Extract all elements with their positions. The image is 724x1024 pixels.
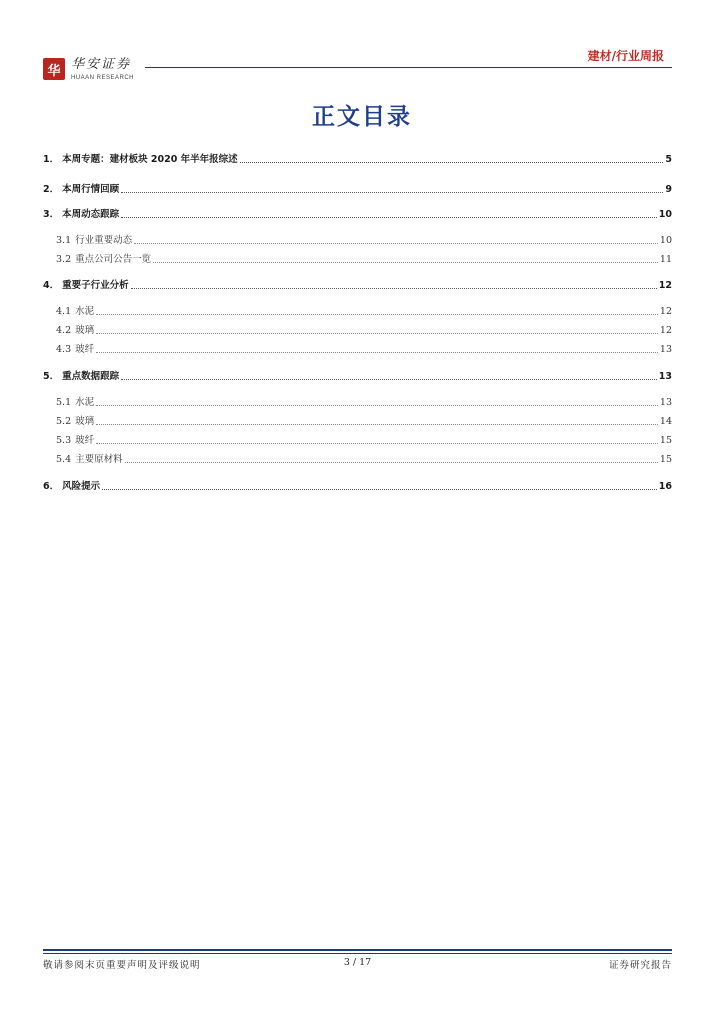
toc-entry-page: 15 (659, 435, 672, 446)
toc-dot-leader (240, 162, 664, 163)
toc-entry[interactable] (43, 431, 672, 447)
toc-entry-page: 12 (659, 306, 672, 317)
toc-entry[interactable] (43, 340, 672, 356)
toc-entry-page: 13 (659, 344, 672, 355)
toc-entry-label: 水泥 (75, 397, 95, 408)
toc-entry-page: 12 (658, 280, 672, 291)
toc-entry-label: 玻璃 (75, 416, 95, 427)
logo-chinese-name: 华安证券 (71, 56, 132, 72)
toc-entry-number: 4.3 (56, 344, 72, 355)
page-number: 3 / 17 (343, 957, 372, 968)
toc-entry-number: 4.1 (56, 306, 72, 317)
toc-dot-leader (121, 217, 657, 218)
page-footer (43, 957, 672, 971)
toc-entry-number: 5.2 (56, 416, 72, 427)
toc-dot-leader (102, 489, 657, 490)
toc-entry-label: 重点公司公告一览 (75, 254, 152, 265)
logo-seal-icon: 华 (43, 58, 65, 80)
toc-entry-page: 10 (658, 209, 672, 220)
toc-entry-label: 本周行情回顾 (62, 184, 120, 195)
toc-entry-page: 5 (665, 154, 672, 165)
toc-entry-label: 风险提示 (62, 481, 101, 492)
toc-dot-leader (96, 424, 658, 425)
toc-entry-number: 5.3 (56, 435, 72, 446)
toc-entry-label: 主要原材料 (75, 454, 123, 465)
toc-dot-leader (121, 192, 663, 193)
toc-entry-number: 5． (43, 371, 60, 382)
footer-divider (43, 949, 672, 951)
report-category: 建材/行业周报 (587, 49, 664, 63)
footer-divider-thin (43, 953, 672, 954)
toc-entry-label: 本周专题：建材板块 2020 年半年报综述 (62, 154, 238, 165)
toc-entry-label: 重要子行业分析 (62, 280, 129, 291)
toc-entry-number: 4.2 (56, 325, 72, 336)
toc-dot-leader (131, 288, 657, 289)
toc-entry-number: 3.1 (56, 235, 72, 246)
toc-entry-label: 玻璃 (75, 325, 95, 336)
toc-entry-page: 14 (659, 416, 672, 427)
toc-entry-label: 玻纤 (75, 435, 95, 446)
toc-entry-page: 15 (659, 454, 672, 465)
company-logo (43, 54, 134, 84)
toc-entry-page: 9 (665, 184, 672, 195)
page-title: 正文目录 (312, 104, 412, 130)
toc-entry[interactable] (43, 231, 672, 247)
toc-entry-number: 1． (43, 154, 60, 165)
toc-entry-number: 3.2 (56, 254, 72, 265)
toc-entry[interactable] (43, 412, 672, 428)
toc-entry-page: 10 (659, 235, 672, 246)
toc-dot-leader (96, 443, 658, 444)
toc-entry-label: 行业重要动态 (75, 235, 133, 246)
toc-entry-number: 3． (43, 209, 60, 220)
toc-entry[interactable] (43, 367, 672, 383)
toc-entry[interactable] (43, 302, 672, 318)
toc-entry-page: 11 (659, 254, 672, 265)
toc-entry[interactable] (43, 250, 672, 266)
toc-entry-page: 13 (658, 371, 672, 382)
toc-entry[interactable] (43, 205, 672, 221)
toc-entry-number: 5.4 (56, 454, 72, 465)
toc-entry-number: 5.1 (56, 397, 72, 408)
toc-entry[interactable] (43, 393, 672, 409)
toc-entry-page: 16 (658, 481, 672, 492)
toc-entry[interactable] (43, 477, 672, 493)
toc-entry-page: 12 (659, 325, 672, 336)
toc-entry-number: 4． (43, 280, 60, 291)
toc-entry[interactable] (43, 180, 672, 196)
toc-dot-leader (96, 314, 658, 315)
toc-dot-leader (134, 243, 658, 244)
toc-dot-leader (96, 352, 658, 353)
toc-entry[interactable] (43, 276, 672, 292)
toc-dot-leader (121, 379, 657, 380)
header-divider (145, 67, 672, 68)
toc-dot-leader (96, 405, 658, 406)
toc-entry-label: 本周动态跟踪 (62, 209, 120, 220)
toc-dot-leader (153, 262, 658, 263)
toc-dot-leader (96, 333, 658, 334)
disclaimer-note: 敬请参阅末页重要声明及评级说明 (43, 960, 201, 971)
toc-dot-leader (125, 462, 658, 463)
toc-entry-number: 6． (43, 481, 60, 492)
toc-entry-label: 水泥 (75, 306, 95, 317)
toc-entry[interactable] (43, 150, 672, 166)
toc-entry[interactable] (43, 321, 672, 337)
toc-entry-number: 2． (43, 184, 60, 195)
logo-english-name: HUAAN RESEARCH (71, 74, 135, 81)
toc-entry-label: 重点数据跟踪 (62, 371, 120, 382)
toc-entry-page: 13 (659, 397, 672, 408)
report-type: 证券研究报告 (608, 960, 672, 971)
toc-entry-label: 玻纤 (75, 344, 95, 355)
toc-entry[interactable] (43, 450, 672, 466)
